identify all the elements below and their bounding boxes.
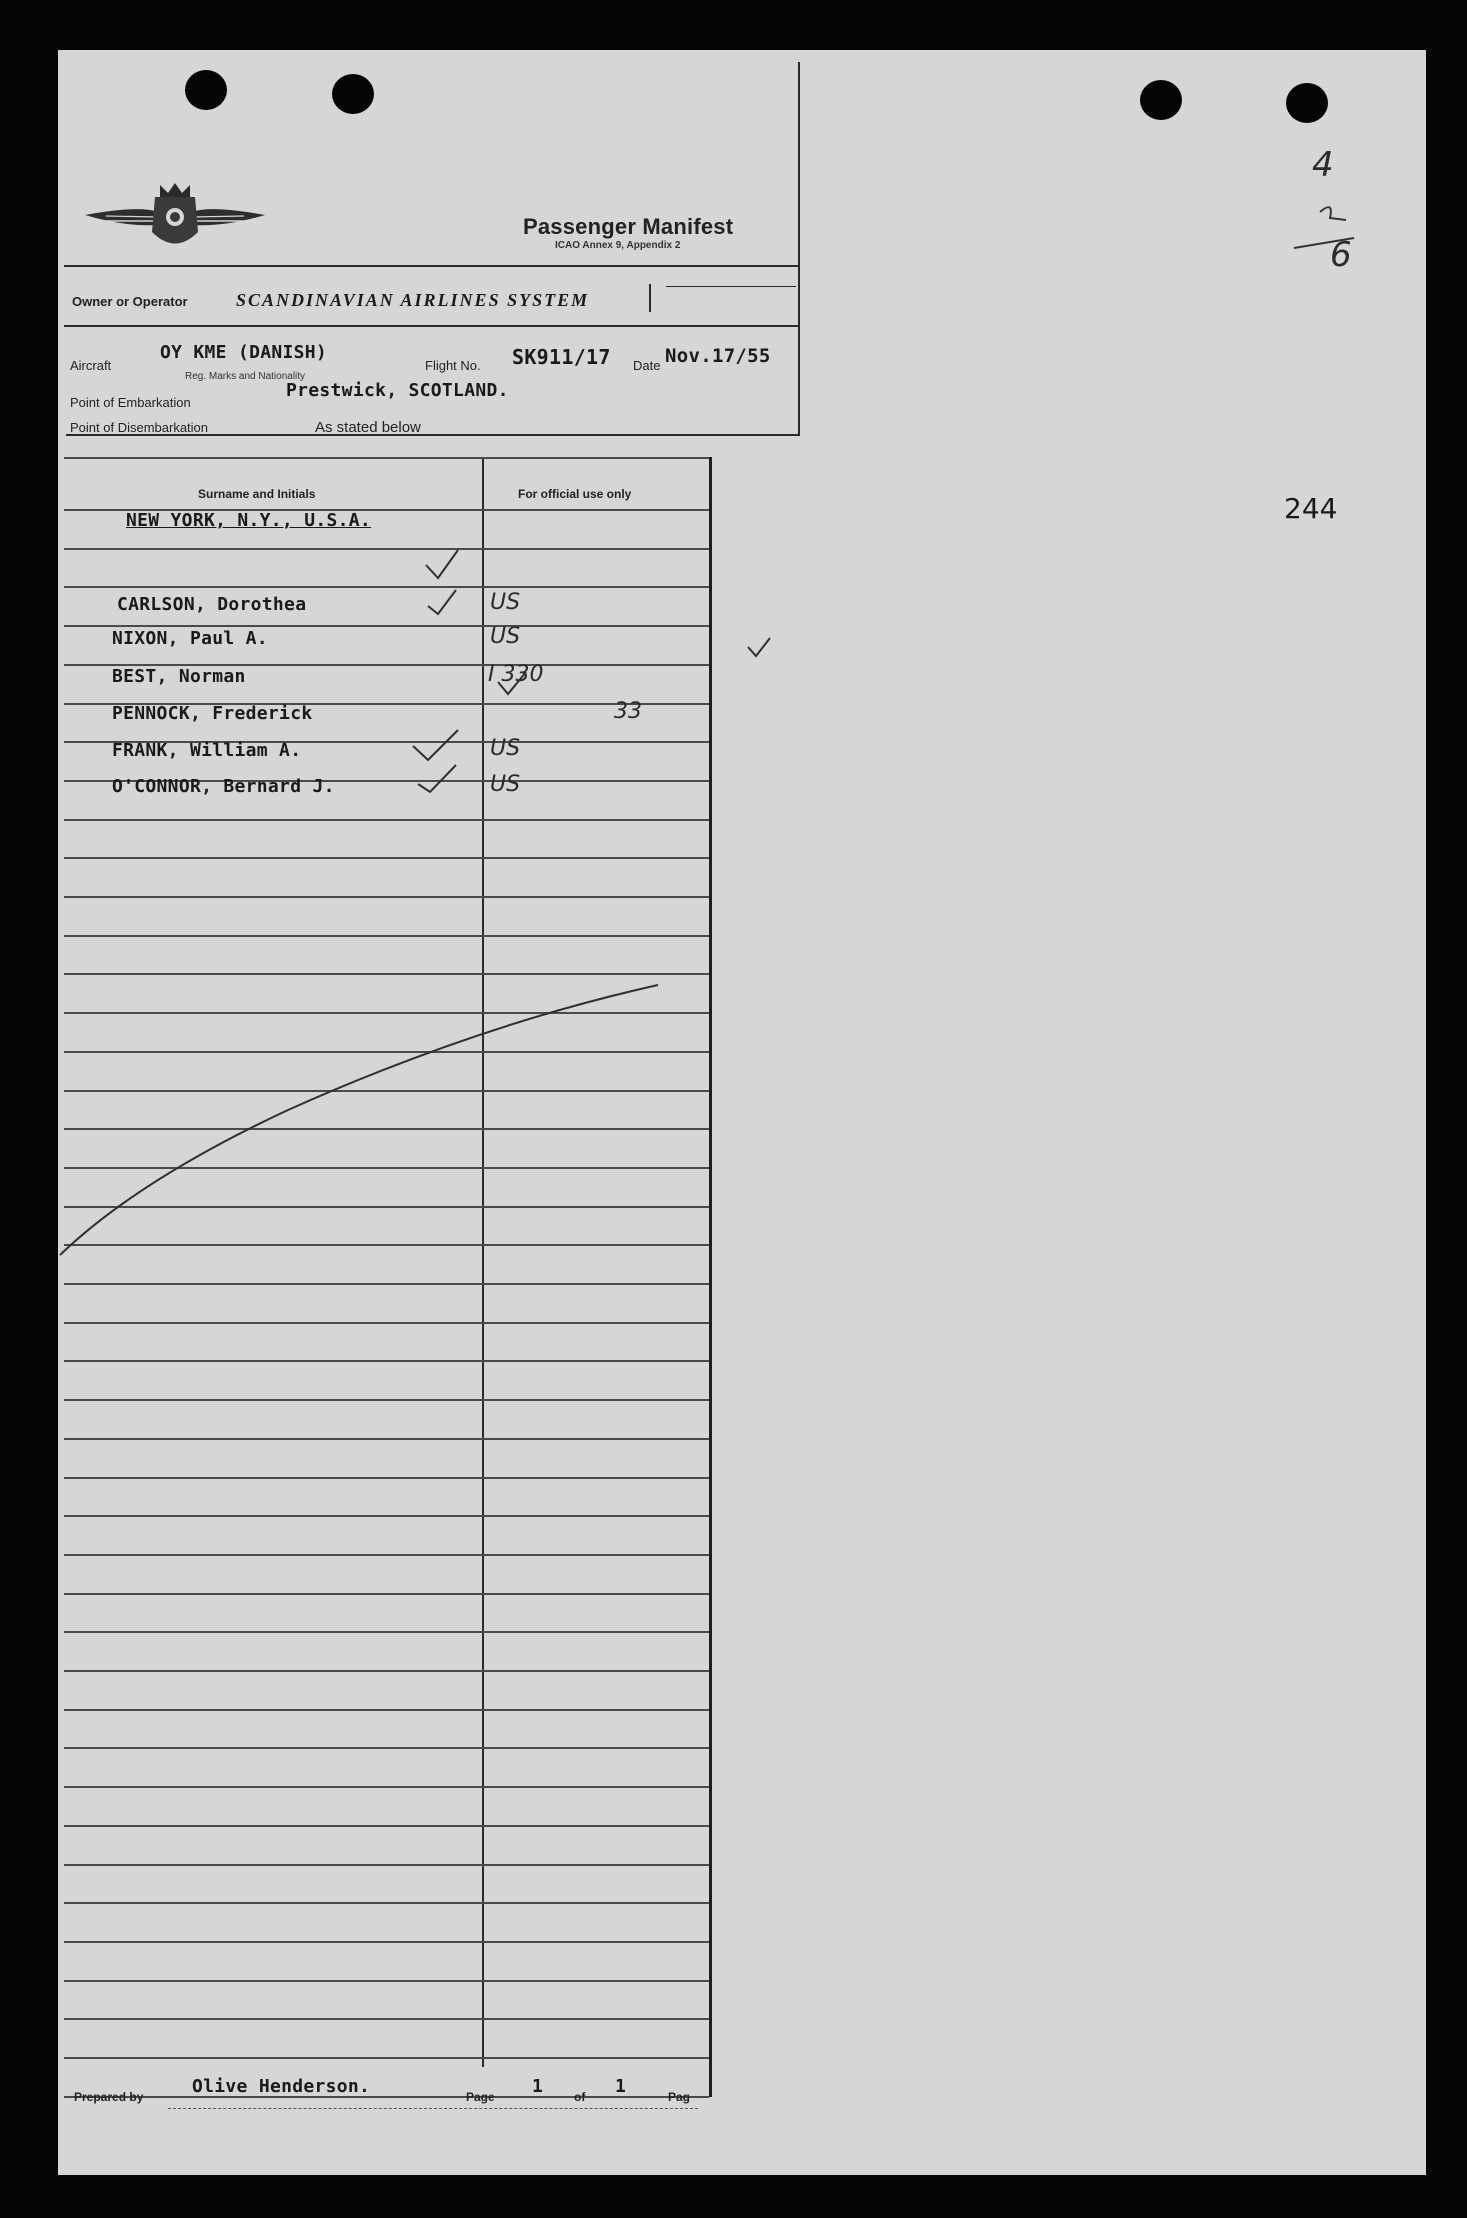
names-column-header: Surname and Initials bbox=[198, 487, 316, 501]
checkmark-icon bbox=[413, 730, 458, 760]
passenger-name: PENNOCK, Frederick bbox=[112, 703, 313, 724]
embarkation-value: Prestwick, SCOTLAND. bbox=[286, 380, 509, 401]
flight-label: Flight No. bbox=[425, 358, 481, 373]
of-label: of bbox=[574, 2090, 586, 2104]
destination-heading: NEW YORK, N.Y., U.S.A. bbox=[126, 510, 372, 531]
of-value: 1 bbox=[615, 2076, 627, 2097]
prepared-by-label: Prepared by bbox=[74, 2090, 144, 2104]
embarkation-label: Point of Embarkation bbox=[70, 395, 191, 410]
corner-note-bottom: 6 bbox=[1330, 235, 1352, 275]
manifest-subtitle: ICAO Annex 9, Appendix 2 bbox=[555, 240, 681, 251]
checkmark-icon bbox=[428, 590, 456, 614]
official-column-header: For official use only bbox=[518, 487, 632, 501]
checkmark-icon bbox=[748, 638, 770, 656]
official-use-mark: US bbox=[490, 736, 521, 761]
corner-note-top: 4 bbox=[1312, 145, 1334, 185]
page-label: Page bbox=[466, 2090, 495, 2104]
passenger-name: BEST, Norman bbox=[112, 666, 246, 687]
manifest-title: Passenger Manifest bbox=[523, 214, 734, 239]
passenger-name: CARLSON, Dorothea bbox=[117, 594, 307, 615]
page-value: 1 bbox=[532, 2076, 544, 2097]
official-use-mark: US bbox=[490, 772, 521, 797]
cancel-stroke bbox=[60, 985, 658, 1255]
date-value: Nov.17/55 bbox=[665, 345, 771, 367]
checkmark-icon bbox=[498, 672, 526, 694]
official-use-mark: 33 bbox=[614, 699, 642, 724]
official-use-mark: I 330 bbox=[488, 662, 544, 687]
owner-label: Owner or Operator bbox=[72, 294, 188, 309]
passenger-name: FRANK, William A. bbox=[112, 740, 302, 761]
official-use-mark: US bbox=[490, 590, 521, 615]
passenger-name: O'CONNOR, Bernard J. bbox=[112, 776, 335, 797]
page-stamp: 244 bbox=[1284, 492, 1338, 525]
date-label: Date bbox=[633, 358, 661, 373]
owner-value: SCANDINAVIAN AIRLINES SYSTEM bbox=[236, 290, 590, 310]
aircraft-value: OY KME (DANISH) bbox=[160, 342, 328, 363]
official-use-mark: US bbox=[490, 624, 521, 649]
flight-value: SK911/17 bbox=[512, 345, 611, 369]
passenger-name: NIXON, Paul A. bbox=[112, 628, 268, 649]
prepared-by-value: Olive Henderson. bbox=[192, 2076, 371, 2097]
checkmark-icon bbox=[418, 765, 456, 792]
reg-marks-label: Reg. Marks and Nationality bbox=[185, 371, 306, 382]
checkmark-icon bbox=[426, 550, 458, 578]
handwritten-marks bbox=[58, 50, 1426, 2175]
pages-label: Pag bbox=[668, 2090, 691, 2104]
manifest-sheet bbox=[58, 50, 1426, 2175]
disembarkation-value: As stated below bbox=[315, 419, 421, 436]
disembarkation-label: Point of Disembarkation bbox=[70, 420, 209, 435]
footer-underline bbox=[168, 2108, 698, 2109]
aircraft-label: Aircraft bbox=[70, 358, 112, 373]
